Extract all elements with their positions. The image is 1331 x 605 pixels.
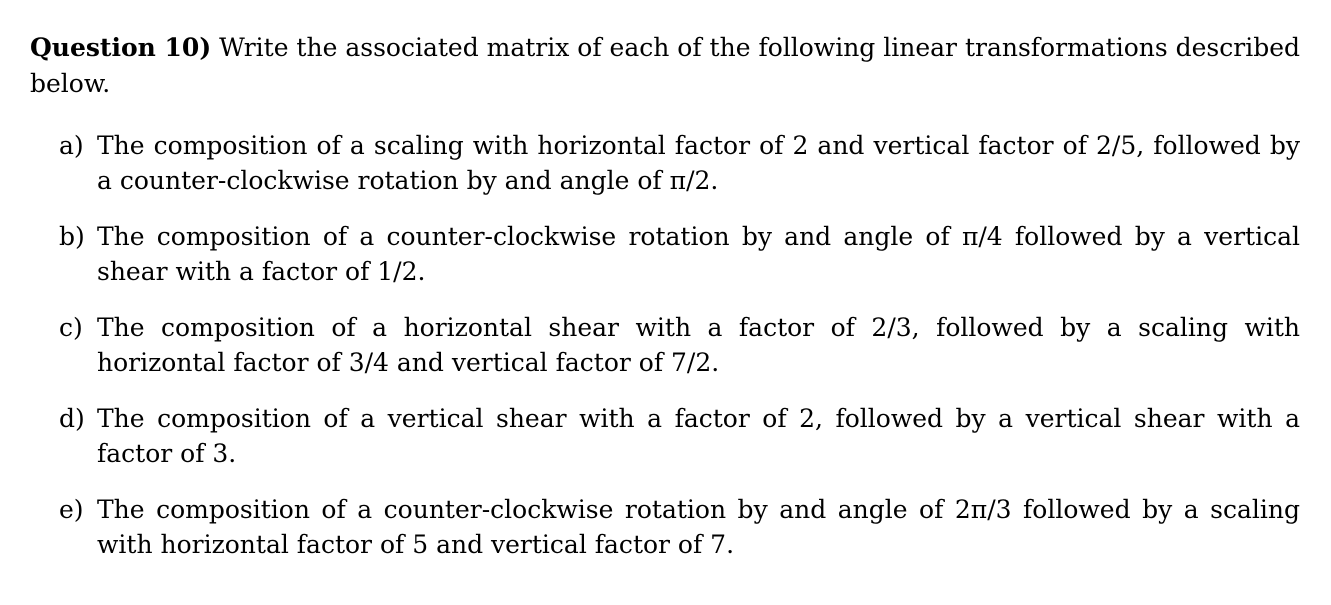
question-text: Write the associated matrix of each of the following linear transformations described below.	[30, 33, 1300, 98]
subquestion-text: The composition of a counter-clockwise rotation by and angle of π/4 followed by a vertical shear with a factor of 1/2.	[97, 222, 1300, 286]
subquestion-list	[30, 128, 1300, 562]
subquestion-d	[30, 401, 1300, 471]
question-prompt	[30, 30, 1300, 102]
subquestion-b	[30, 219, 1300, 289]
subquestion-text: The composition of a counter-clockwise rotation by and angle of 2π/3 followed by a scaling with horizontal factor of 5 and vertical factor of 7.	[97, 495, 1300, 559]
subquestion-text: The composition of a vertical shear with a factor of 2, followed by a vertical shear with a factor of 3.	[97, 404, 1300, 468]
question-label: Question 10)	[30, 33, 212, 62]
subquestion-text: The composition of a horizontal shear with a factor of 2/3, followed by a scaling with horizontal factor of 3/4 and vertical factor of 7/2.	[97, 313, 1300, 377]
subquestion-marker: c)	[59, 313, 83, 342]
subquestion-marker: d)	[59, 404, 85, 433]
subquestion-marker: b)	[59, 222, 85, 251]
subquestion-marker: a)	[59, 131, 84, 160]
document-page	[30, 30, 1300, 583]
subquestion-text: The composition of a scaling with horizontal factor of 2 and vertical factor of 2/5, followed by a counter-clockwise rotation by and angle of π/2.	[97, 131, 1300, 195]
subquestion-a	[30, 128, 1300, 198]
subquestion-e	[30, 492, 1300, 562]
subquestion-marker: e)	[59, 495, 84, 524]
subquestion-c	[30, 310, 1300, 380]
